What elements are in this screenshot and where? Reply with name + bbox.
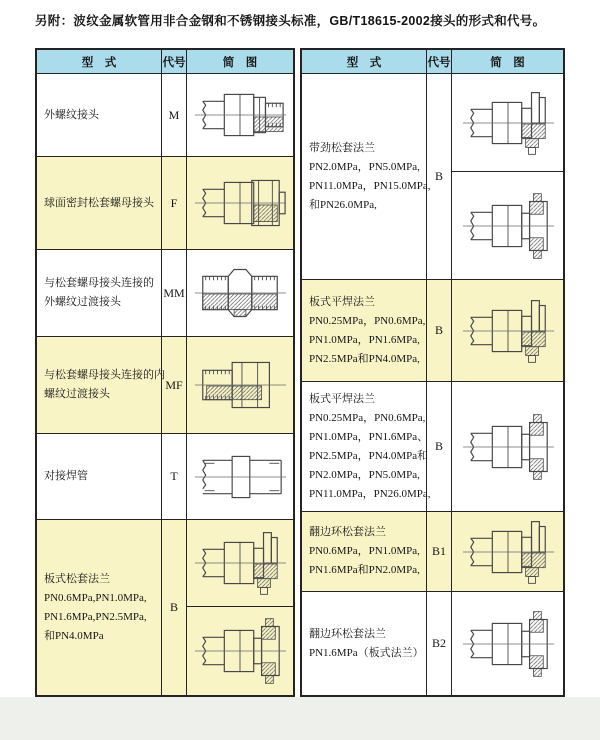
page-bottom-margin	[0, 697, 600, 740]
table-row	[302, 512, 563, 592]
fitting-diagram-swivel-nut-fitting	[191, 168, 289, 238]
fitting-code-cell: B	[162, 520, 187, 695]
fitting-type-line: 翻边环松套法兰	[309, 526, 386, 538]
fitting-table-right	[300, 48, 565, 697]
fitting-diagram-cell	[452, 280, 563, 381]
fitting-type-line: 板式松套法兰	[44, 572, 110, 585]
fitting-type-line: 翻边环松套法兰	[309, 627, 386, 640]
column-header-type: 型 式	[302, 50, 427, 73]
fitting-code-cell: B	[427, 280, 452, 381]
table-row	[302, 280, 563, 382]
fitting-code-cell: F	[162, 157, 187, 249]
fitting-diagram-subcell	[452, 74, 563, 172]
fitting-type-line: PN0.6MPa，PN1.0MPa,	[309, 545, 420, 557]
fitting-table-left	[35, 48, 295, 697]
fitting-type-cell	[37, 74, 162, 156]
fitting-diagram-subcell	[187, 520, 293, 607]
fitting-diagram-butt-weld-pipe	[191, 442, 289, 512]
table-row	[37, 250, 293, 337]
fitting-diagram-cell	[187, 157, 293, 249]
table-row	[37, 520, 293, 695]
fitting-diagram-loose-flange-half	[459, 88, 557, 158]
table-row	[302, 592, 563, 695]
fitting-diagram-subcell	[452, 512, 563, 591]
fitting-type-line: 对接焊管	[44, 470, 88, 482]
fitting-type-line: PN1.6MPa（板式法兰）	[309, 646, 424, 659]
table-header-row	[302, 50, 563, 74]
fitting-diagram-subcell	[452, 172, 563, 280]
fitting-code-cell: B1	[427, 512, 452, 591]
column-header-diagram: 简 图	[222, 56, 258, 69]
table-row	[37, 337, 293, 434]
table-body	[302, 74, 563, 695]
fitting-diagram-male-thread-fitting	[191, 80, 289, 150]
fitting-code-cell: B	[427, 382, 452, 511]
fitting-type-line: 板式平焊法兰	[309, 295, 375, 308]
column-header-type: 型 式	[37, 50, 162, 73]
fitting-diagram-subcell	[187, 607, 293, 695]
fitting-diagram-loose-flange-full	[459, 191, 557, 261]
fitting-type-line: 球面密封松套螺母接头	[44, 196, 154, 209]
fitting-diagram-cell	[452, 382, 563, 511]
fitting-type-line: 板式平焊法兰	[309, 392, 375, 405]
fitting-type-cell	[302, 592, 427, 695]
fitting-code-cell: M	[162, 74, 187, 156]
fitting-code-cell: MM	[162, 250, 187, 336]
fitting-diagram-loose-flange-half	[459, 296, 557, 366]
fitting-code-cell: MF	[162, 337, 187, 433]
fitting-code-cell: B2	[427, 592, 452, 695]
fitting-type-line: PN0.25MPa，PN0.6MPa,	[309, 314, 426, 327]
fitting-type-line: 带劲松套法兰	[309, 141, 375, 154]
fitting-type-line: 外螺纹接头	[44, 108, 99, 121]
table-row	[37, 434, 293, 520]
fitting-code-cell: B	[427, 74, 452, 279]
table-row	[37, 74, 293, 157]
page-title: 另附：波纹金属软管用非合金钢和不锈钢接头标准，GB/T18615-2002接头的形式和代号。	[35, 14, 546, 28]
fitting-diagram-loose-flange-full	[459, 412, 557, 482]
fitting-code-cell: T	[162, 434, 187, 519]
table-row	[302, 74, 563, 280]
fitting-type-line: PN2.5MPa和PN4.0MPa,	[309, 352, 420, 365]
fitting-diagram-cell	[187, 74, 293, 156]
fitting-diagram-subcell	[187, 74, 293, 156]
fitting-type-line: 与松套螺母接头连接的	[44, 277, 154, 289]
fitting-diagram-cell	[452, 512, 563, 591]
fitting-type-line: PN0.25MPa，PN0.6MPa,	[309, 411, 426, 424]
column-header-diagram: 简 图	[490, 56, 525, 69]
fitting-type-line: PN1.6MPa和PN2.0MPa,	[309, 564, 420, 576]
fitting-diagram-cell	[187, 520, 293, 695]
fitting-diagram-subcell	[452, 382, 563, 511]
fitting-type-line: PN2.5MPa，PN4.0MPa和	[309, 449, 429, 462]
fitting-diagram-subcell	[452, 280, 563, 381]
fitting-diagram-cell	[452, 74, 563, 279]
fitting-type-line: 和PN26.0MPa,	[309, 198, 377, 211]
fitting-type-cell	[302, 512, 427, 591]
fitting-type-cell	[37, 157, 162, 249]
fitting-type-line: PN2.0MPa，PN5.0MPa,	[309, 160, 420, 173]
fitting-diagram-cell	[187, 250, 293, 336]
fitting-type-line: PN0.6MPa,PN1.0MPa,	[44, 591, 147, 604]
fitting-type-line: PN1.0MPa，PN1.6MPa、	[309, 430, 429, 443]
fitting-type-line: PN1.6MPa,PN2.5MPa,	[44, 610, 147, 623]
fitting-type-line: PN1.0MPa，PN1.6MPa,	[309, 333, 420, 346]
fitting-diagram-hex-nipple-fitting	[191, 258, 289, 328]
table-row	[37, 157, 293, 250]
fitting-type-line: 外螺纹过渡接头	[44, 296, 121, 308]
fitting-type-line: PN11.0MPa，PN26.0MPa,	[309, 487, 431, 500]
fitting-diagram-cell	[187, 337, 293, 433]
fitting-diagram-loose-flange-half	[191, 528, 289, 598]
column-header-code: 代号	[427, 50, 452, 73]
fitting-type-cell	[302, 280, 427, 381]
fitting-type-cell	[302, 382, 431, 511]
fitting-type-line: PN2.0MPa，PN5.0MPa,	[309, 468, 420, 481]
column-header-code: 代号	[162, 50, 187, 73]
fitting-type-cell	[37, 250, 162, 336]
fitting-type-line: 与松套螺母接头连接的内	[44, 369, 165, 381]
fitting-type-cell	[37, 520, 162, 695]
table-row	[302, 382, 563, 512]
fitting-diagram-thread-and-nut-fitting	[191, 350, 289, 420]
fitting-diagram-loose-flange-full	[459, 609, 557, 679]
fitting-diagram-cell	[452, 592, 563, 695]
fitting-type-cell	[37, 337, 165, 433]
fitting-type-cell	[302, 74, 431, 279]
fitting-diagram-loose-flange-full	[191, 616, 289, 686]
fitting-diagram-loose-flange-half	[459, 517, 557, 587]
fitting-diagram-subcell	[187, 157, 293, 249]
fitting-diagram-subcell	[452, 592, 563, 695]
fitting-diagram-cell	[187, 434, 293, 519]
fitting-type-line: 螺纹过渡接头	[44, 388, 110, 400]
fitting-type-line: 和PN4.0MPa	[44, 629, 104, 642]
fitting-diagram-subcell	[187, 434, 293, 519]
table-header-row	[37, 50, 293, 74]
fitting-diagram-subcell	[187, 337, 293, 433]
fitting-type-cell	[37, 434, 162, 519]
fitting-diagram-subcell	[187, 250, 293, 336]
table-body	[37, 74, 293, 695]
fitting-type-line: PN11.0MPa，PN15.0MPa,	[309, 179, 431, 192]
